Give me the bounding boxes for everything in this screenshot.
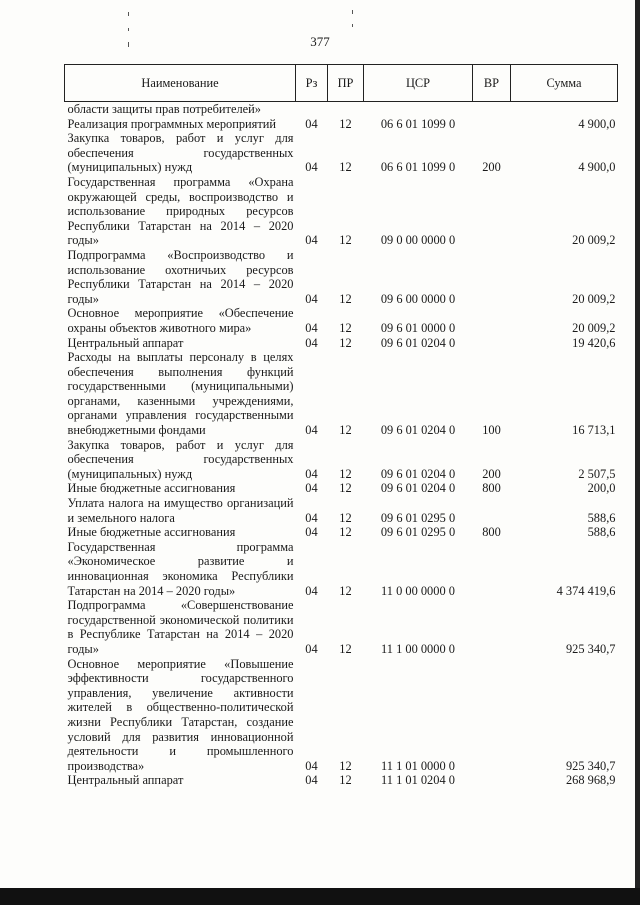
row-sum: 2 507,5	[578, 466, 616, 481]
row-vr	[473, 773, 511, 788]
row-csr: 09 0 00 0000 0	[380, 233, 456, 248]
header-sum: Сумма	[511, 65, 618, 102]
row-pr: 12	[339, 116, 352, 131]
row-vr	[473, 117, 511, 132]
row-rz: 04	[305, 773, 318, 788]
row-vr: 200	[482, 160, 501, 175]
row-pr	[328, 102, 364, 117]
table-row	[65, 525, 618, 540]
row-sum: 925 340,7	[565, 758, 616, 773]
row-pr: 12	[339, 641, 352, 656]
row-csr: 09 6 01 0204 0	[380, 423, 456, 438]
row-vr	[473, 598, 511, 656]
row-rz: 04	[305, 525, 318, 540]
row-name: Иные бюджетные ассигнования	[67, 525, 236, 540]
row-rz: 04	[305, 291, 318, 306]
header-name: Наименование	[65, 65, 296, 102]
row-csr: 06 6 01 1099 0	[380, 160, 456, 175]
row-sum: 588,6	[587, 525, 616, 540]
row-csr: 09 6 01 0204 0	[380, 481, 456, 496]
row-rz: 04	[305, 320, 318, 335]
row-rz: 04	[305, 641, 318, 656]
row-pr: 12	[339, 773, 352, 788]
row-sum: 20 009,2	[572, 291, 616, 306]
table-row	[65, 350, 618, 438]
row-name: Иные бюджетные ассигнования	[67, 481, 236, 496]
table-row	[65, 598, 618, 656]
row-pr: 12	[339, 510, 352, 525]
row-name: Закупка товаров, работ и услуг для обеспечения государственных (муниципальных) нужд	[67, 437, 294, 481]
row-pr: 12	[339, 758, 352, 773]
row-pr: 12	[339, 335, 352, 350]
row-sum: 16 713,1	[572, 423, 616, 438]
row-rz: 04	[305, 481, 318, 496]
row-pr: 12	[339, 423, 352, 438]
row-sum: 925 340,7	[565, 641, 616, 656]
scan-dot	[128, 12, 129, 16]
row-csr: 09 6 01 0295 0	[380, 510, 456, 525]
table-row	[65, 540, 618, 598]
budget-table	[64, 64, 618, 788]
row-sum: 20 009,2	[572, 320, 616, 335]
table-row	[65, 481, 618, 496]
row-csr: 11 1 00 0000 0	[381, 641, 455, 656]
row-pr: 12	[339, 233, 352, 248]
row-sum: 19 420,6	[572, 335, 616, 350]
row-name: Государственная программа «Охрана окружающей среды, воспроизводство и использование природных ресурсов Республики Татарстан на 2014 – 2020 годы»	[67, 174, 294, 248]
row-rz: 04	[305, 335, 318, 350]
row-sum: 200,0	[587, 481, 616, 496]
row-rz: 04	[305, 116, 318, 131]
table-row	[65, 657, 618, 774]
scan-dot	[128, 42, 129, 47]
row-name: области защиты прав потребителей»	[67, 102, 261, 116]
row-pr: 12	[339, 583, 352, 598]
row-vr	[473, 102, 511, 117]
row-pr: 12	[339, 291, 352, 306]
row-csr: 11 1 01 0204 0	[381, 773, 455, 788]
row-name: Центральный аппарат	[67, 335, 184, 350]
header-vr: ВР	[473, 65, 511, 102]
table-row	[65, 438, 618, 482]
row-rz	[296, 102, 328, 117]
page-number: 377	[310, 34, 330, 49]
row-pr: 12	[339, 320, 352, 335]
row-vr: 800	[482, 481, 501, 496]
scan-dot	[352, 10, 353, 14]
row-pr: 12	[339, 481, 352, 496]
row-pr: 12	[339, 525, 352, 540]
table-row	[65, 131, 618, 175]
table-row	[65, 102, 618, 117]
row-rz: 04	[305, 233, 318, 248]
table-header-row	[65, 65, 618, 102]
row-csr: 11 0 00 0000 0	[381, 583, 455, 598]
row-sum	[511, 102, 618, 117]
row-csr: 09 6 01 0204 0	[380, 466, 456, 481]
row-sum: 588,6	[587, 510, 616, 525]
table-row	[65, 248, 618, 306]
row-rz: 04	[305, 758, 318, 773]
header-csr: ЦСР	[364, 65, 473, 102]
scan-dot	[128, 28, 129, 31]
row-vr: 200	[482, 466, 501, 481]
row-name: Основное мероприятие «Обеспечение охраны объектов животного мира»	[67, 306, 294, 335]
row-csr: 09 6 01 0204 0	[380, 335, 456, 350]
table-row	[65, 175, 618, 248]
row-rz: 04	[305, 583, 318, 598]
row-name: Центральный аппарат	[67, 773, 184, 788]
row-csr: 09 6 01 0000 0	[380, 320, 456, 335]
table-row	[65, 773, 618, 788]
row-name: Расходы на выплаты персоналу в целях обеспечения выполнения функций государственными (муниципальными) органами, казенными учреждениями, органами управления государственными внебюджетными фондами	[67, 350, 294, 438]
row-name: Уплата налога на имущество организаций и земельного налога	[67, 496, 294, 525]
row-name: Государственная программа «Экономическое развитие и инновационная экономика Республики Татарстан на 2014 – 2020 годы»	[67, 539, 294, 598]
scan-dot	[352, 24, 353, 27]
row-sum: 4 900,0	[578, 160, 616, 175]
table-row	[65, 117, 618, 132]
row-name: Подпрограмма «Воспроизводство и использование охотничьих ресурсов Республики Татарстан на 2014 – 2020 годы»	[67, 247, 294, 306]
table-row	[65, 336, 618, 351]
row-vr	[473, 175, 511, 248]
scan-edge-right	[635, 0, 640, 905]
row-vr	[473, 496, 511, 525]
row-csr: 09 6 01 0295 0	[380, 525, 456, 540]
row-csr: 06 6 01 1099 0	[380, 116, 456, 131]
scan-edge-bottom	[0, 888, 640, 905]
row-vr	[473, 657, 511, 774]
row-vr	[473, 306, 511, 335]
row-rz: 04	[305, 510, 318, 525]
row-pr: 12	[339, 160, 352, 175]
row-sum: 4 374 419,6	[556, 583, 616, 598]
row-pr: 12	[339, 466, 352, 481]
table-row	[65, 496, 618, 525]
table-row	[65, 306, 618, 335]
header-rz: Рз	[296, 65, 328, 102]
row-vr: 100	[482, 423, 501, 438]
row-name: Реализация программных мероприятий	[67, 116, 277, 131]
row-name: Закупка товаров, работ и услуг для обеспечения государственных (муниципальных) нужд	[67, 131, 294, 175]
row-csr: 09 6 00 0000 0	[380, 291, 456, 306]
row-csr: 11 1 01 0000 0	[381, 758, 455, 773]
row-sum: 268 968,9	[565, 773, 616, 788]
row-name: Подпрограмма «Совершенствование государственной экономической политики в Республике Татарстан на 2014 – 2020 годы»	[67, 598, 294, 656]
row-vr	[473, 540, 511, 598]
row-vr	[473, 248, 511, 306]
row-name: Основное мероприятие «Повышение эффективности государственного управления, увеличение активности жителей в общественно-политической жизни Республики Татарстан, создание условий для развития инновационной деятельности и промышленного производства»	[67, 656, 294, 773]
row-vr	[473, 336, 511, 351]
header-pr: ПР	[328, 65, 364, 102]
row-vr: 800	[482, 525, 501, 540]
budget-table-container	[64, 64, 617, 788]
row-rz: 04	[305, 423, 318, 438]
row-rz: 04	[305, 160, 318, 175]
row-sum: 4 900,0	[578, 116, 616, 131]
row-rz: 04	[305, 466, 318, 481]
row-csr	[364, 102, 473, 117]
row-sum: 20 009,2	[572, 233, 616, 248]
